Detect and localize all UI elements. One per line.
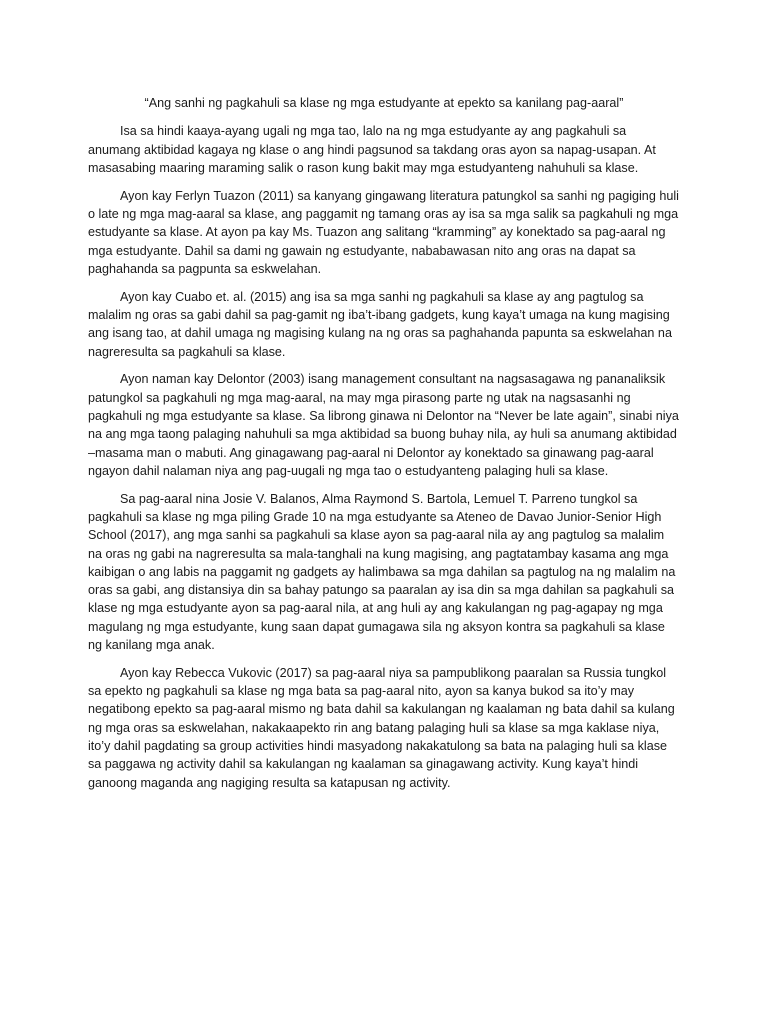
paragraph-tuazon: Ayon kay Ferlyn Tuazon (2011) sa kanyang gingawang literatura patungkol sa sanhi ng pagiging huli o late ng mga mag-aaral sa klase, ang paggamit ng tamang oras ay isa sa mga salik sa pagkahuli ng mga estudyante sa klase. At ayon pa kay Ms. Tuazon ang salitang “kramming” ay konektado sa pag-aaral ng mga estudyante. Dahil sa dami ng gawain ng estudyante, nababawasan nito ang oras na dapat sa paghahanda sa pagpunta sa eskwelahan. xyxy=(88,188,679,276)
paragraph-cuabo: Ayon kay Cuabo et. al. (2015) ang isa sa mga sanhi ng pagkahuli sa klase ay ang pagtulog sa malalim ng oras sa gabi dahil sa pag-gamit ng iba’t-ibang gadgets, kung kaya’t umaga na kung magising ang isang tao, at dahil umaga ng magising kulang na ng oras sa paghahanda papunta sa eskwelahan na nagreresulta sa pagkahuli sa klase. xyxy=(88,289,672,359)
paragraph-intro: Isa sa hindi kaaya-ayang ugali ng mga tao, lalo na ng mga estudyante ay ang pagkahuli sa anumang aktibidad kagaya ng klase o ang hindi pagsunod sa takdang oras ayon sa napag-usapan. At masasabing maaring maraming salik o rason kung bakit may mga estudyanteng nahuhuli sa klase. xyxy=(88,124,656,175)
document-title: “Ang sanhi ng pagkahuli sa klase ng mga estudyante at epekto sa kanilang pag-aaral” xyxy=(144,96,624,110)
paragraph-delontor: Ayon naman kay Delontor (2003) isang management consultant na nagsasagawa ng pananaliksik patungkol sa pagkahuli ng mga mag-aaral, na may mga pirasong parte ng utak na nagsasanhi ng pagkahuli ng mga estudyante sa klase. Sa librong ginawa ni Delontor na “Never be late again”, sinabi niya na ang mga taong palaging nahuhuli sa mga aktibidad sa buong buhay nila, ay huli sa anumang aktibidad –masama man o mabuti. Ang ginagawang pag-aaral ni Delontor ay konektado sa ginawang pag-aaral ngayon dahil nalaman niya ang pag-uugali ng mga tao o estudyanteng palaging huli sa klase. xyxy=(88,372,679,478)
paragraph-vukovic: Ayon kay Rebecca Vukovic (2017) sa pag-aaral niya sa pampublikong paaralan sa Russia tungkol sa epekto ng pagkahuli sa klase ng mga bata sa pag-aaral nito, ayon sa kanya bukod sa ito’y may negatibong epekto sa pag-aaral mismo ng bata dahil sa kakulangan ng kaalaman ng bata dahil sa kulang ng mga oras sa eskwelahan, nakakaapekto rin ang batang palaging huli sa klase sa mga kaklase niya, ito’y dahil pagdating sa group activities hindi masyadong nakakatulong sa bata na palaging huli sa klase sa paggawa ng activity dahil sa kakulangan ng kaalaman sa ginagawang activity. Kung kaya’t hindi ganoong maganda ang nagiging resulta sa katapusan ng activity. xyxy=(88,665,675,790)
paragraph-balanos: Sa pag-aaral nina Josie V. Balanos, Alma Raymond S. Bartola, Lemuel T. Parreno tungkol sa pagkahuli sa klase ng mga piling Grade 10 na mga estudyante sa Ateneo de Davao Junior-Senior High School (2017), ang mga sanhi sa pagkahuli sa klase ayon sa pag-aaral nila ay ang pagtulog sa malalim na oras ng gabi na nagreresulta sa mala-tanghali na kung magising, ang pagtatambay kasama ang mga kaibigan o ang labis na paggamit ng gadgets ay halimbawa sa mga dahilan sa pagtulog na ng malalim na oras sa gabi, ang distansiya din sa bahay patungo sa paaralan ay isa din sa mga dahilan sa pagkahuli sa klase ng mga estudyante ayon sa pag-aaral nila, at ang huli ay ang kakulangan ng pag-agapay ng mga magulang ng mga estudyante, kung saan dapat gumagawa sila ng aksyon kontra sa pagkahuli sa klase ng kanilang mga anak. xyxy=(88,491,676,653)
document-body xyxy=(88,94,680,801)
